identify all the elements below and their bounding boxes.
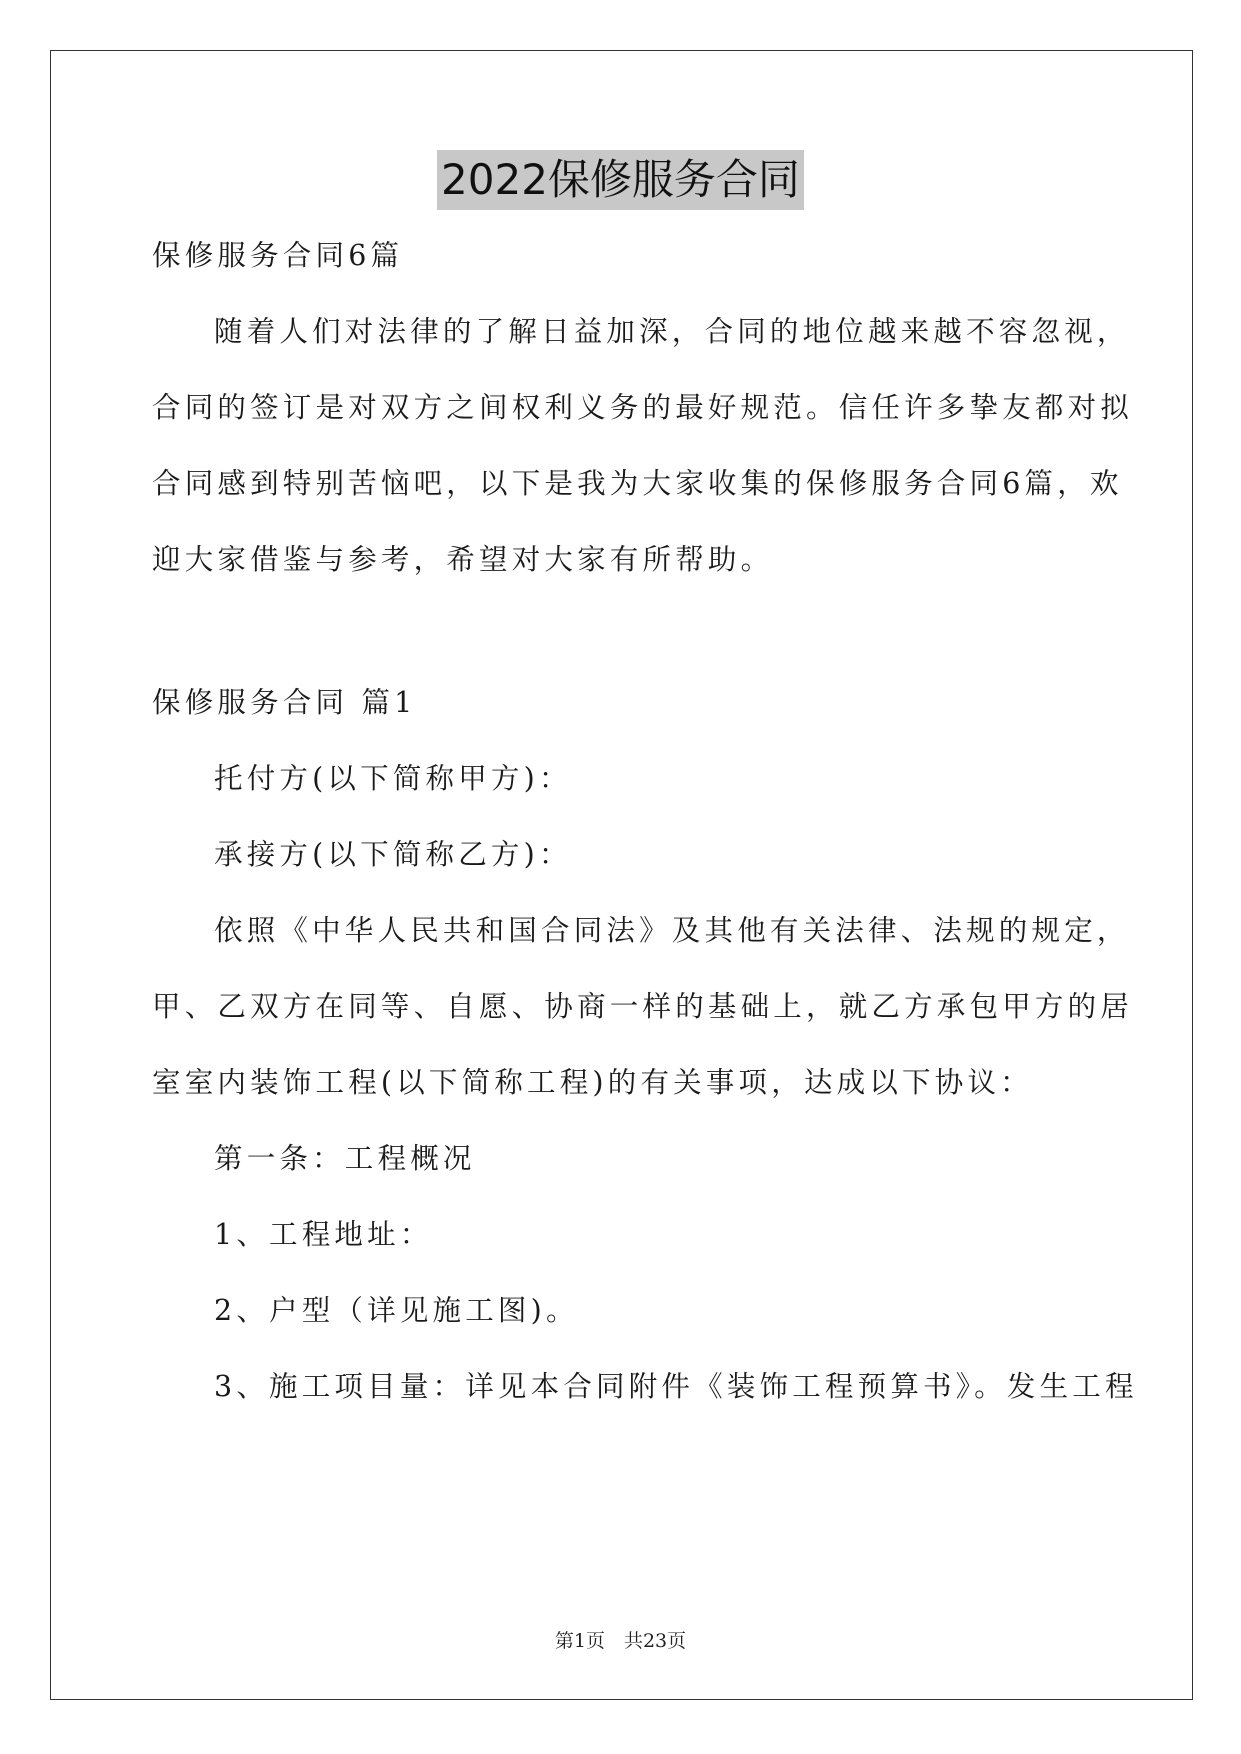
document-title: 2022保修服务合同 bbox=[437, 150, 804, 210]
paragraph-line: 依照《中华人民共和国合同法》及其他有关法律、法规的规定， bbox=[214, 914, 1130, 947]
paragraph-line: 承接方(以下简称乙方)： bbox=[214, 838, 572, 871]
clause-heading: 第一条：工程概况 bbox=[214, 1142, 476, 1175]
section-heading: 保修服务合同 篇1 bbox=[152, 686, 417, 719]
paragraph-line: 迎大家借鉴与参考，希望对大家有所帮助。 bbox=[152, 543, 774, 576]
page-footer: 第1页 共23页 bbox=[554, 1630, 687, 1652]
paragraph-line: 甲、乙双方在同等、自愿、协商一样的基础上，就乙方承包甲方的居 bbox=[152, 990, 1134, 1023]
list-item: 2、户型（详见施工图)。 bbox=[214, 1294, 579, 1327]
paragraph-line: 合同的签订是对双方之间权利义务的最好规范。信任许多挚友都对拟 bbox=[152, 391, 1134, 424]
paragraph-line: 合同感到特别苦恼吧，以下是我为大家收集的保修服务合同6篇，欢 bbox=[152, 467, 1123, 500]
paragraph-line: 随着人们对法律的了解日益加深，合同的地位越来越不容忽视， bbox=[214, 315, 1130, 348]
list-item: 1、工程地址： bbox=[214, 1218, 433, 1251]
paragraph-line: 托付方(以下简称甲方)： bbox=[214, 762, 572, 795]
subtitle-line: 保修服务合同6篇 bbox=[152, 239, 404, 272]
title-container bbox=[0, 150, 1241, 210]
list-item: 3、施工项目量：详见本合同附件《装饰工程预算书》。发生工程 bbox=[214, 1370, 1138, 1403]
paragraph-line: 室室内装饰工程(以下简称工程)的有关事项，达成以下协议： bbox=[152, 1066, 1033, 1099]
page-border bbox=[50, 50, 1193, 1700]
